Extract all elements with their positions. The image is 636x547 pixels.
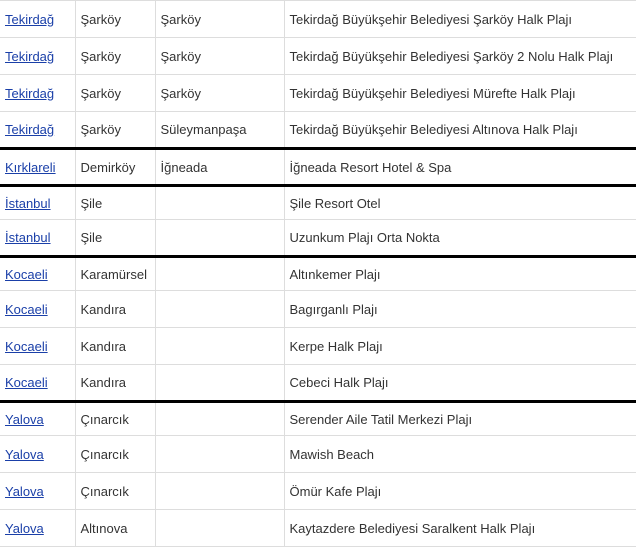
- beach-name-cell: Tekirdağ Büyükşehir Belediyesi Şarköy 2 Nolu Halk Plajı: [284, 38, 636, 75]
- city-link[interactable]: Kocaeli: [5, 301, 48, 317]
- area-cell: [155, 257, 284, 291]
- city-cell: [0, 1, 75, 38]
- beach-name-cell: İğneada Resort Hotel & Spa: [284, 149, 636, 186]
- district-cell: Kandıra: [75, 291, 155, 328]
- area-cell: Şarköy: [155, 75, 284, 112]
- district-cell: Kandıra: [75, 365, 155, 402]
- city-cell: [0, 365, 75, 402]
- city-cell: [0, 38, 75, 75]
- city-link[interactable]: Yalova: [5, 411, 44, 427]
- city-link[interactable]: Kırklareli: [5, 159, 56, 175]
- city-link[interactable]: Tekirdağ: [5, 85, 55, 101]
- area-cell: [155, 402, 284, 436]
- table-row: [0, 473, 636, 510]
- table-row: [0, 436, 636, 473]
- table-row: [0, 257, 636, 291]
- table-row: [0, 291, 636, 328]
- city-link[interactable]: Tekirdağ: [5, 122, 55, 137]
- city-cell: [0, 220, 75, 257]
- district-cell: Şile: [75, 220, 155, 257]
- district-cell: Çınarcık: [75, 402, 155, 436]
- beach-name-cell: Tekirdağ Büyükşehir Belediyesi Şarköy Halk Plajı: [284, 1, 636, 38]
- area-cell: Şarköy: [155, 1, 284, 38]
- table-row: [0, 186, 636, 220]
- table-row: [0, 38, 636, 75]
- beach-name-cell: Cebeci Halk Plajı: [284, 365, 636, 402]
- district-cell: Karamürsel: [75, 257, 155, 291]
- table-row: [0, 149, 636, 186]
- beach-name-cell: Kaytazdere Belediyesi Saralkent Halk Plajı: [284, 510, 636, 547]
- city-cell: [0, 328, 75, 365]
- city-cell: [0, 402, 75, 436]
- city-cell: [0, 112, 75, 149]
- district-cell: Çınarcık: [75, 473, 155, 510]
- city-link[interactable]: Yalova: [5, 446, 44, 462]
- district-cell: Şarköy: [75, 75, 155, 112]
- beach-name-cell: Ömür Kafe Plajı: [284, 473, 636, 510]
- area-cell: [155, 220, 284, 257]
- city-cell: [0, 473, 75, 510]
- area-cell: Süleymanpaşa: [155, 112, 284, 149]
- district-cell: Çınarcık: [75, 436, 155, 473]
- area-cell: Şarköy: [155, 38, 284, 75]
- city-cell: [0, 75, 75, 112]
- city-link[interactable]: Tekirdağ: [5, 48, 55, 64]
- area-cell: [155, 473, 284, 510]
- city-link[interactable]: Yalova: [5, 520, 44, 536]
- city-link[interactable]: Kocaeli: [5, 266, 48, 282]
- beach-name-cell: Uzunkum Plajı Orta Nokta: [284, 220, 636, 257]
- beach-name-cell: Mawish Beach: [284, 436, 636, 473]
- city-link[interactable]: Tekirdağ: [5, 11, 55, 27]
- district-cell: Şarköy: [75, 112, 155, 149]
- district-cell: Şarköy: [75, 1, 155, 38]
- table-row: [0, 75, 636, 112]
- area-cell: [155, 436, 284, 473]
- beach-table-body: [0, 1, 636, 547]
- city-link[interactable]: Kocaeli: [5, 375, 48, 390]
- area-cell: İğneada: [155, 149, 284, 186]
- city-cell: [0, 510, 75, 547]
- beach-name-cell: Serender Aile Tatil Merkezi Plajı: [284, 402, 636, 436]
- district-cell: Kandıra: [75, 328, 155, 365]
- area-cell: [155, 328, 284, 365]
- city-link[interactable]: Yalova: [5, 483, 44, 499]
- beach-name-cell: Tekirdağ Büyükşehir Belediyesi Mürefte Halk Plajı: [284, 75, 636, 112]
- district-cell: Altınova: [75, 510, 155, 547]
- city-link[interactable]: İstanbul: [5, 195, 51, 211]
- district-cell: Demirköy: [75, 149, 155, 186]
- beach-name-cell: Altınkemer Plajı: [284, 257, 636, 291]
- table-row: [0, 328, 636, 365]
- city-cell: [0, 186, 75, 220]
- beach-name-cell: Tekirdağ Büyükşehir Belediyesi Altınova Halk Plajı: [284, 112, 636, 149]
- area-cell: [155, 186, 284, 220]
- beach-name-cell: Bagırganlı Plajı: [284, 291, 636, 328]
- table-row: [0, 365, 636, 402]
- district-cell: Şarköy: [75, 38, 155, 75]
- beach-name-cell: Şile Resort Otel: [284, 186, 636, 220]
- city-link[interactable]: Kocaeli: [5, 338, 48, 354]
- table-row: [0, 112, 636, 149]
- table-row: [0, 220, 636, 257]
- area-cell: [155, 365, 284, 402]
- table-row: [0, 510, 636, 547]
- table-row: [0, 1, 636, 38]
- city-link[interactable]: İstanbul: [5, 230, 51, 245]
- district-cell: Şile: [75, 186, 155, 220]
- city-cell: [0, 257, 75, 291]
- city-cell: [0, 436, 75, 473]
- beach-name-cell: Kerpe Halk Plajı: [284, 328, 636, 365]
- city-cell: [0, 149, 75, 186]
- area-cell: [155, 291, 284, 328]
- area-cell: [155, 510, 284, 547]
- city-cell: [0, 291, 75, 328]
- table-row: [0, 402, 636, 436]
